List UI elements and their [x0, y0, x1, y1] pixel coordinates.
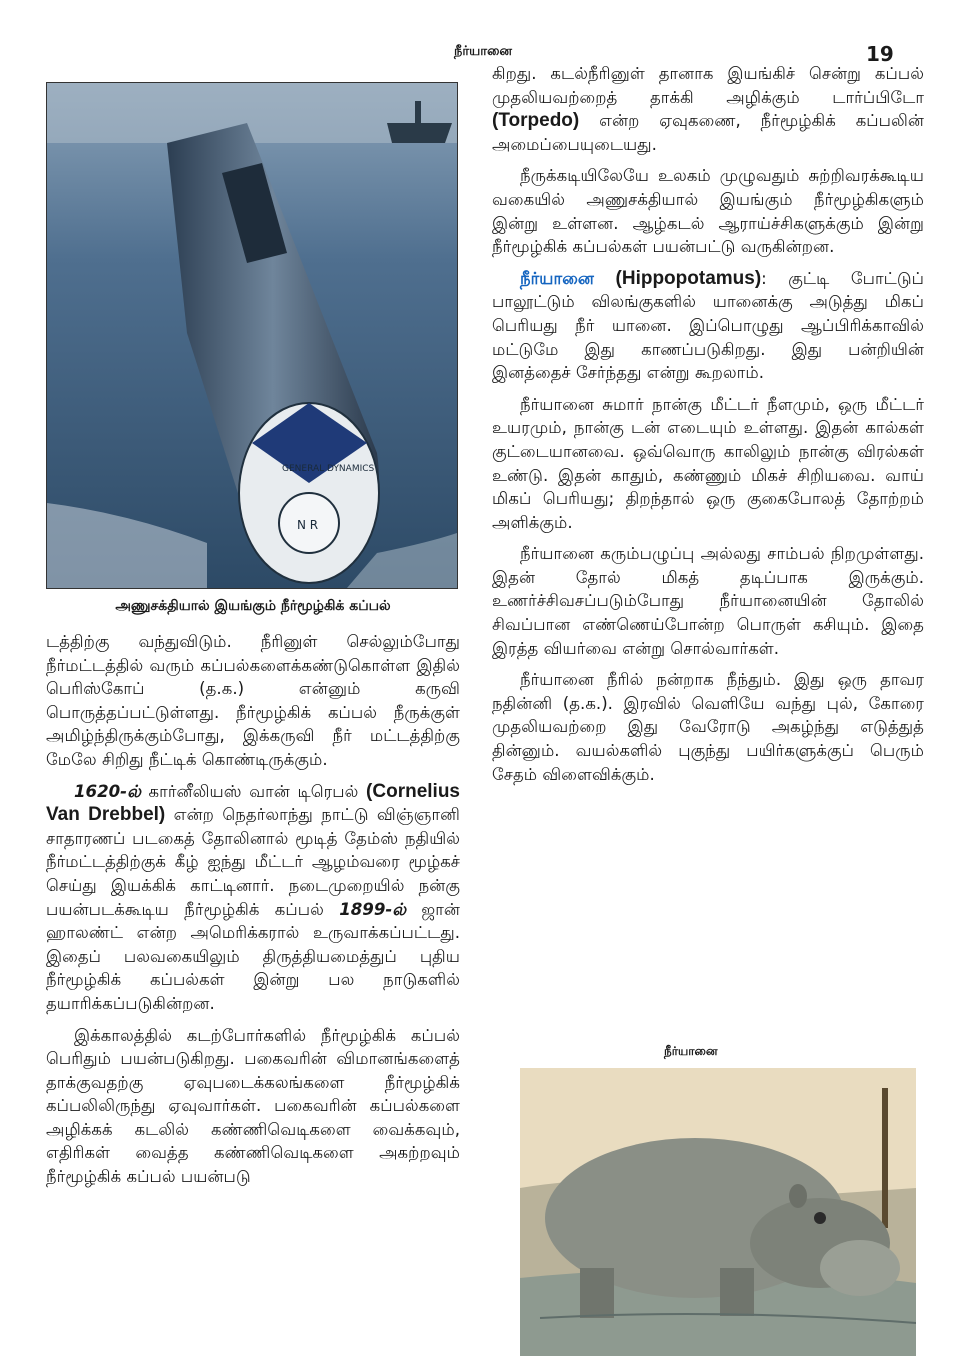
submarine-photo: [46, 82, 458, 589]
right-paragraph-1: [492, 62, 924, 156]
hippo-caption: நீர்யானை: [664, 1044, 718, 1058]
right-column: [492, 62, 924, 794]
right-p3-part-b: : குட்டி போட்டுப் பாலூட்டும் விலங்குகளில் யானைக்கு அடுத்து மிகப் பெரியது நீர் யானை. இப்பொழுது ஆப்பிரிக்காவில் மட்டுமே இது காணப்படுகிறது. இது பன்றியின் இனத்தைச் சேர்ந்தது என்று கூறலாம்.: [492, 268, 924, 383]
term-neeryaanai: நீர்யானை: [520, 268, 594, 288]
year-1620: 1620-ல்: [74, 781, 141, 801]
right-paragraph-4: நீர்யானை சுமார் நான்கு மீட்டர் நீளமும், ஒரு மீட்டர் உயரமும், நான்கு டன் எடையும் உள்ளது. இதன் கால்கள் குட்டையானவை. ஒவ்வொரு காலிலும் நான்கு விரல்கள் உண்டு. இதன் காதும், கண்ணும் மிகச் சிறியவை. வாய் மிகப் பெரியது; திறந்தால் ஒரு குகைபோலத் தோற்றம் அளிக்கும்.: [492, 394, 924, 532]
term-torpedo: (Torpedo): [492, 110, 580, 132]
left-paragraph-2: [46, 780, 460, 1016]
left-p2-part-c: ஜான் ஹாலண்ட் என்ற அமெரிக்கரால் உருவாக்கப்பட்டது. இதைப் பலவகையிலும் திருத்தியமைத்துப் புதிய நீர்மூழ்கிக் கப்பல்கள் இன்று பல நாடுகளில் தயாரிக்கப்படுகின்றன.: [46, 899, 461, 1013]
right-paragraph-3: [492, 267, 924, 385]
page-number: 19: [866, 42, 894, 66]
left-column: [46, 630, 460, 1197]
right-p1-part-b: என்ற ஏவுகணை, நீர்மூழ்கிக் கப்பலின் அமைப்பையுடையது.: [492, 111, 924, 154]
right-paragraph-5: நீர்யானை கரும்பழுப்பு அல்லது சாம்பல் நிறமுள்ளது. இதன் தோல் மிகத் தடிப்பாக இருக்கும். உணர்ச்சிவசப்படும்போது நீர்யானையின் தோலில் சிவப்பான எண்ணெய்போன்ற பொருள் கசியும். இதை இரத்த வியர்வை என்று சொல்வார்கள்.: [492, 544, 924, 658]
hull-lettering: GENERAL DYNAMICS: [282, 464, 375, 474]
left-p2-part-b: என்ற நெதர்லாந்து நாட்டு விஞ்ஞானி சாதாரணப் படகைத் தோலினால் மூடித் தேம்ஸ் நதியில் நீர்மட்டத்திற்குக் கீழ் ஐந்து மீட்டர் ஆழம்வரை மூழ்கச் செய்து இயக்கிக் காட்டினார். நடைமுறையில் நன்கு பயன்படக்கூடிய நீர்மூழ்கிக் கப்பல்: [46, 805, 460, 919]
left-paragraph-1: டத்திற்கு வந்துவிடும். நீரினுள் செல்லும்போது நீர்மட்டத்தில் வரும் கப்பல்களைக்கண்டுகொள்ள இதில் பெரிஸ்கோப் (த.க.) என்னும் கருவி பொருத்தப்பட்டுள்ளது. நீர்மூழ்கிக் கப்பல் நீருக்குள் அமிழ்ந்திருக்கும்போது, இக்கருவி நீர் மட்டத்திற்கு மேலே சிறிது நீட்டிக் கொண்டிருக்கும்.: [46, 632, 460, 769]
running-header: நீர்யானை: [454, 44, 512, 59]
left-p2-part-a: கார்னீலியஸ் வான் டிரெபல்: [140, 781, 367, 801]
right-paragraph-6: நீர்யானை நீரில் நன்றாக நீந்தும். இது ஒரு தாவர நதின்னி (த.க.). இரவில் வெளியே வந்து புல், கோரை முதலியவற்றை இது வேரோடு அகழ்ந்து எடுத்துத் தின்னும். வயல்களில் புகுந்து பயிர்களுக்குப் பெரும் சேதம் விளைவிக்கும்.: [492, 670, 924, 784]
term-hippopotamus: (Hippopotamus): [615, 267, 762, 289]
hull-emblem-label: N R: [297, 518, 319, 532]
submarine-caption: அணுசக்தியால் இயங்கும் நீர்மூழ்கிக் கப்பல்: [115, 598, 391, 614]
hippo-illustration: [520, 1068, 916, 1356]
year-1899: 1899-ல்: [339, 899, 407, 919]
right-p1-part-a: கிறது. கடல்நீரினுள் தானாக இயங்கிச் சென்று கப்பல் முதலியவற்றைத் தாக்கி அழிக்கும் டார்ப்பிடோ: [492, 64, 924, 107]
left-paragraph-3: இக்காலத்தில் கடற்போர்களில் நீர்மூழ்கிக் கப்பல் பெரிதும் பயன்படுகிறது. பகைவரின் விமானங்களைத் தாக்குவதற்கு ஏவுபடைக்கலங்களை நீர்மூழ்கிக் கப்பலிலிருந்து ஏவுவார்கள். பகைவரின் கப்பல்களை அழிக்கக் கடலில் கண்ணிவெடிகளை வைக்கவும், எதிரிகள் வைத்த கண்ணிவெடிகளை அகற்றவும் நீர்மூழ்கிக் கப்பல் பயன்படு: [46, 1025, 460, 1187]
right-paragraph-2: நீருக்கடியிலேயே உலகம் முழுவதும் சுற்றிவரக்கூடிய வகையில் அணுசக்தியால் இயங்கும் நீர்மூழ்கிகளும் இன்று உள்ளன. ஆழ்கடல் ஆராய்ச்சிகளுக்கும் இன்று நீர்மூழ்கிக் கப்பல்கள் பயன்பட்டு வருகின்றன.: [492, 166, 924, 257]
name-cornelius: (Cornelius Van Drebbel): [46, 780, 460, 826]
